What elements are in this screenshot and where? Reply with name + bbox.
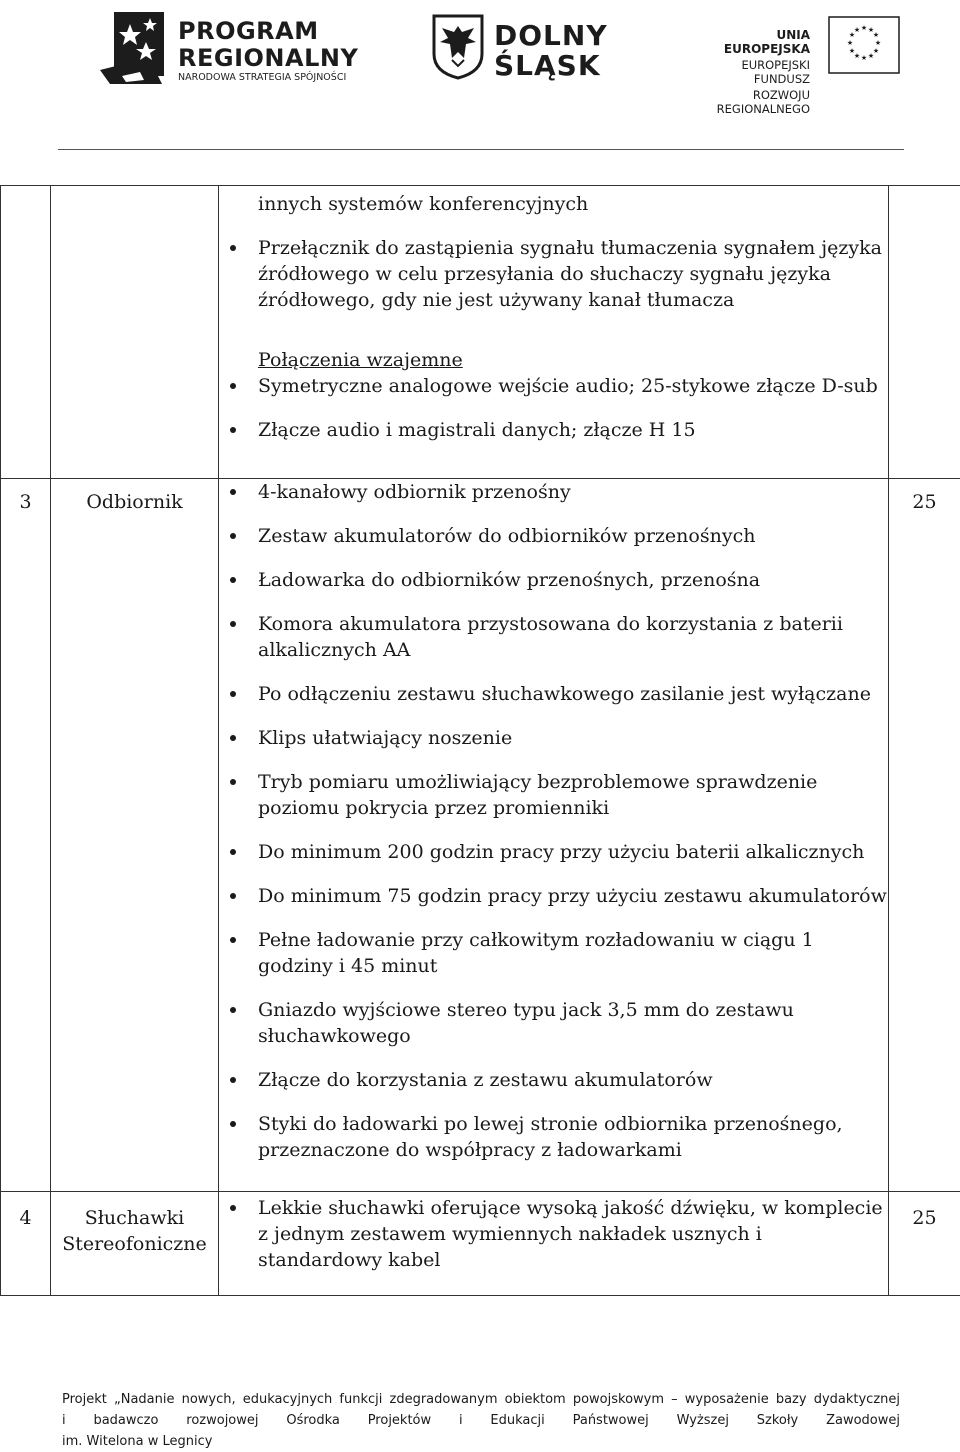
row-number-cell: 3 bbox=[1, 479, 51, 1192]
item-name-cell bbox=[51, 1192, 219, 1296]
list-item: Klips ułatwiający noszenie bbox=[258, 725, 888, 751]
description-list bbox=[258, 479, 888, 1163]
page-footer bbox=[62, 1389, 900, 1452]
eu-logo-line3: ROZWOJU REGIONALNEGO bbox=[690, 88, 810, 116]
list-item: innych systemów konferencyjnych bbox=[258, 191, 888, 217]
list-item: Przełącznik do zastąpienia sygnału tłumaczenia sygnałem języka źródłowego w celu przesyłania do słuchaczy sygnału języka źródłowego, gdy nie jest używany kanał tłumacza bbox=[258, 235, 888, 313]
list-item: Do minimum 75 godzin pracy przy użyciu zestawu akumulatorów bbox=[258, 883, 888, 909]
svg-text:★: ★ bbox=[849, 47, 855, 55]
eu-fund-logo bbox=[690, 10, 900, 90]
svg-text:★: ★ bbox=[854, 26, 860, 34]
list-item: Tryb pomiaru umożliwiający bezproblemowe sprawdzenie poziomu pokrycia przez promienniki bbox=[258, 769, 888, 821]
svg-text:★: ★ bbox=[868, 52, 874, 60]
item-name-cell bbox=[51, 186, 219, 479]
eu-logo-line2: EUROPEJSKI FUNDUSZ bbox=[690, 58, 810, 86]
svg-text:★: ★ bbox=[849, 31, 855, 39]
list-item: Pełne ładowanie przy całkowitym rozładowaniu w ciągu 1 godziny i 45 minut bbox=[258, 927, 888, 979]
item-name-cell: Odbiornik bbox=[51, 479, 219, 1192]
program-logo-line3: NARODOWA STRATEGIA SPÓJNOŚCI bbox=[178, 72, 346, 83]
dolny-slask-logo bbox=[432, 10, 612, 90]
list-item: Komora akumulatora przystosowana do korzystania z baterii alkalicznych AA bbox=[258, 611, 888, 663]
list-item: Gniazdo wyjściowe stereo typu jack 3,5 mm do zestawu słuchawkowego bbox=[258, 997, 888, 1049]
eu-flag-icon bbox=[828, 16, 900, 74]
svg-text:★: ★ bbox=[861, 54, 867, 62]
list-item: Styki do ładowarki po lewej stronie odbiornika przenośnego, przeznaczone do współpracy z ładowarkami bbox=[258, 1111, 888, 1163]
table-row bbox=[1, 1192, 960, 1296]
description-cell bbox=[219, 479, 889, 1192]
item-name-line2: Stereofoniczne bbox=[51, 1231, 218, 1257]
svg-text:★: ★ bbox=[847, 39, 853, 47]
footer-line3: im. Witelona w Legnicy bbox=[62, 1431, 900, 1452]
list-item: 4-kanałowy odbiornik przenośny bbox=[258, 479, 888, 505]
quantity-cell: 25 bbox=[889, 1192, 960, 1296]
program-regionalny-logo bbox=[100, 10, 375, 90]
svg-text:★: ★ bbox=[861, 24, 867, 32]
svg-text:★: ★ bbox=[854, 52, 860, 60]
list-item: Po odłączeniu zestawu słuchawkowego zasilanie jest wyłączane bbox=[258, 681, 888, 707]
section-heading: Połączenia wzajemne bbox=[258, 349, 463, 371]
eagle-crest-icon bbox=[432, 14, 484, 80]
svg-text:★: ★ bbox=[875, 39, 881, 47]
equipment-spec-table bbox=[0, 185, 960, 1296]
dolny-slask-line2: ŚLĄSK bbox=[494, 49, 601, 82]
program-logo-line2: REGIONALNY bbox=[178, 44, 358, 72]
list-item: Do minimum 200 godzin pracy przy użyciu baterii alkalicznych bbox=[258, 839, 888, 865]
description-cell bbox=[219, 1192, 889, 1296]
description-list bbox=[258, 1195, 888, 1273]
quantity-cell bbox=[889, 186, 960, 479]
eu-logo-line1: UNIA EUROPEJSKA bbox=[690, 28, 810, 56]
table-row bbox=[1, 186, 960, 479]
row-number-cell bbox=[1, 186, 51, 479]
description-list bbox=[258, 191, 888, 443]
description-cell bbox=[219, 186, 889, 479]
list-item bbox=[258, 347, 888, 373]
footer-line2: i badawczo rozwojowej Ośrodka Projektów i Edukacji Państwowej Wyższej Szkoły Zawodowej bbox=[62, 1410, 900, 1431]
quantity-cell: 25 bbox=[889, 479, 960, 1192]
svg-text:★: ★ bbox=[873, 47, 879, 55]
program-logo-line1: PROGRAM bbox=[178, 17, 319, 45]
header-divider bbox=[58, 149, 904, 150]
list-item: Złącze audio i magistrali danych; złącze H 15 bbox=[258, 417, 888, 443]
program-regionalny-emblem-icon bbox=[100, 10, 172, 88]
list-item: Zestaw akumulatorów do odbiorników przenośnych bbox=[258, 523, 888, 549]
item-name-line1: Słuchawki bbox=[51, 1205, 218, 1231]
list-item: Ładowarka do odbiorników przenośnych, przenośna bbox=[258, 567, 888, 593]
list-item: Złącze do korzystania z zestawu akumulatorów bbox=[258, 1067, 888, 1093]
svg-text:★: ★ bbox=[868, 26, 874, 34]
footer-line1: Projekt „Nadanie nowych, edukacyjnych funkcji zdegradowanym obiektom powojskowym – wyposażenie bazy dydaktycznej bbox=[62, 1389, 900, 1410]
table-row bbox=[1, 479, 960, 1192]
row-number-cell: 4 bbox=[1, 1192, 51, 1296]
svg-text:★: ★ bbox=[873, 31, 879, 39]
list-item: Lekkie słuchawki oferujące wysoką jakość dźwięku, w komplecie z jednym zestawem wymiennych nakładek usznych i standardowy kabel bbox=[258, 1195, 888, 1273]
dolny-slask-line1: DOLNY bbox=[494, 19, 608, 52]
list-item: Symetryczne analogowe wejście audio; 25-stykowe złącze D-sub bbox=[258, 373, 888, 399]
page-header bbox=[0, 0, 960, 100]
